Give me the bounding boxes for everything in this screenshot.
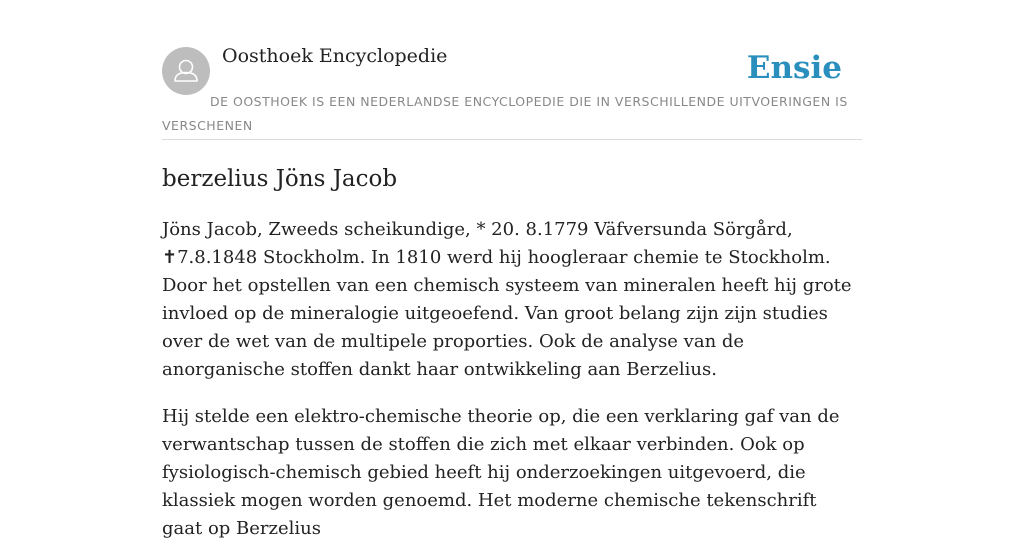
ensie-logo[interactable]: Ensie xyxy=(746,50,842,86)
article-body xyxy=(162,216,862,543)
article-paragraph: Jöns Jacob, Zweeds scheikundige, * 20. 8.1779 Väfversunda Sörgård, ✝7.8.1848 Stockholm. In 1810 werd hij hoogleraar chemie te Stockholm. Door het opstellen van een chemisch systeem van mineralen heeft hij grote invloed op de mineralogie uitgeoefend. Van groot belang zijn zijn studies over de wet van de multipele proporties. Ook de analyse van de anorganische stoffen dankt haar ontwikkeling aan Berzelius. xyxy=(162,219,852,380)
user-icon[interactable] xyxy=(162,47,210,95)
site-header xyxy=(162,0,862,140)
article-paragraph: Hij stelde een elektro-chemische theorie op, die een verklaring gaf van de verwantschap tussen de stoffen die zich met elkaar verbinden. Ook op fysiologisch-chemisch gebied heeft hij onderzoekingen uitgevoerd, die klassiek mogen worden genoemd. Het moderne chemische tekenschrift gaat op Berzelius xyxy=(162,406,840,539)
site-name-link[interactable]: Oosthoek Encyclopedie xyxy=(222,45,448,67)
article-title: berzelius Jöns Jacob xyxy=(162,166,398,192)
site-tagline: DE OOSTHOEK IS EEN NEDERLANDSE ENCYCLOPEDIE DIE IN VERSCHILLENDE UITVOERINGEN IS VERSCHENEN xyxy=(162,94,848,133)
page xyxy=(162,0,862,539)
